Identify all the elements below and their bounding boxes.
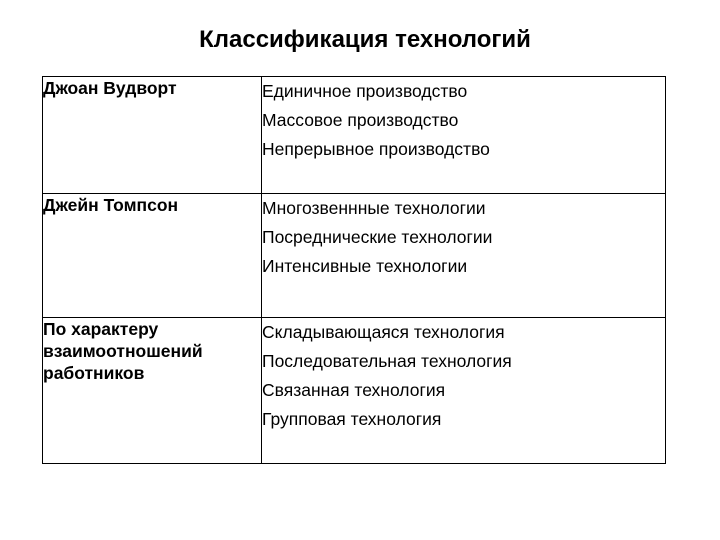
technology-list [262, 77, 666, 194]
classification-author: Джейн Томпсон [43, 194, 262, 318]
table-row [43, 318, 666, 464]
classification-table [42, 76, 666, 464]
list-item: Единичное производство [262, 81, 468, 101]
list-item: Посреднические технологии [262, 227, 493, 247]
list-item: Складывающаяся технология [262, 322, 505, 342]
list-item: Интенсивные технологии [262, 256, 468, 276]
list-item: Массовое производство [262, 110, 459, 130]
list-item: Групповая технология [262, 409, 442, 429]
list-item: Многозвеннные технологии [262, 198, 486, 218]
technology-list [262, 194, 666, 318]
table-row [43, 194, 666, 318]
classification-author: Джоан Вудворт [43, 77, 262, 194]
list-item: Связанная технология [262, 380, 446, 400]
list-item: Последовательная технология [262, 351, 512, 371]
page-title: Классификация технологий [199, 26, 531, 53]
table-row [43, 77, 666, 194]
classification-criterion: По характеру взаимоотношений работников [43, 318, 262, 464]
list-item: Непрерывное производство [262, 139, 490, 159]
technology-list [262, 318, 666, 464]
